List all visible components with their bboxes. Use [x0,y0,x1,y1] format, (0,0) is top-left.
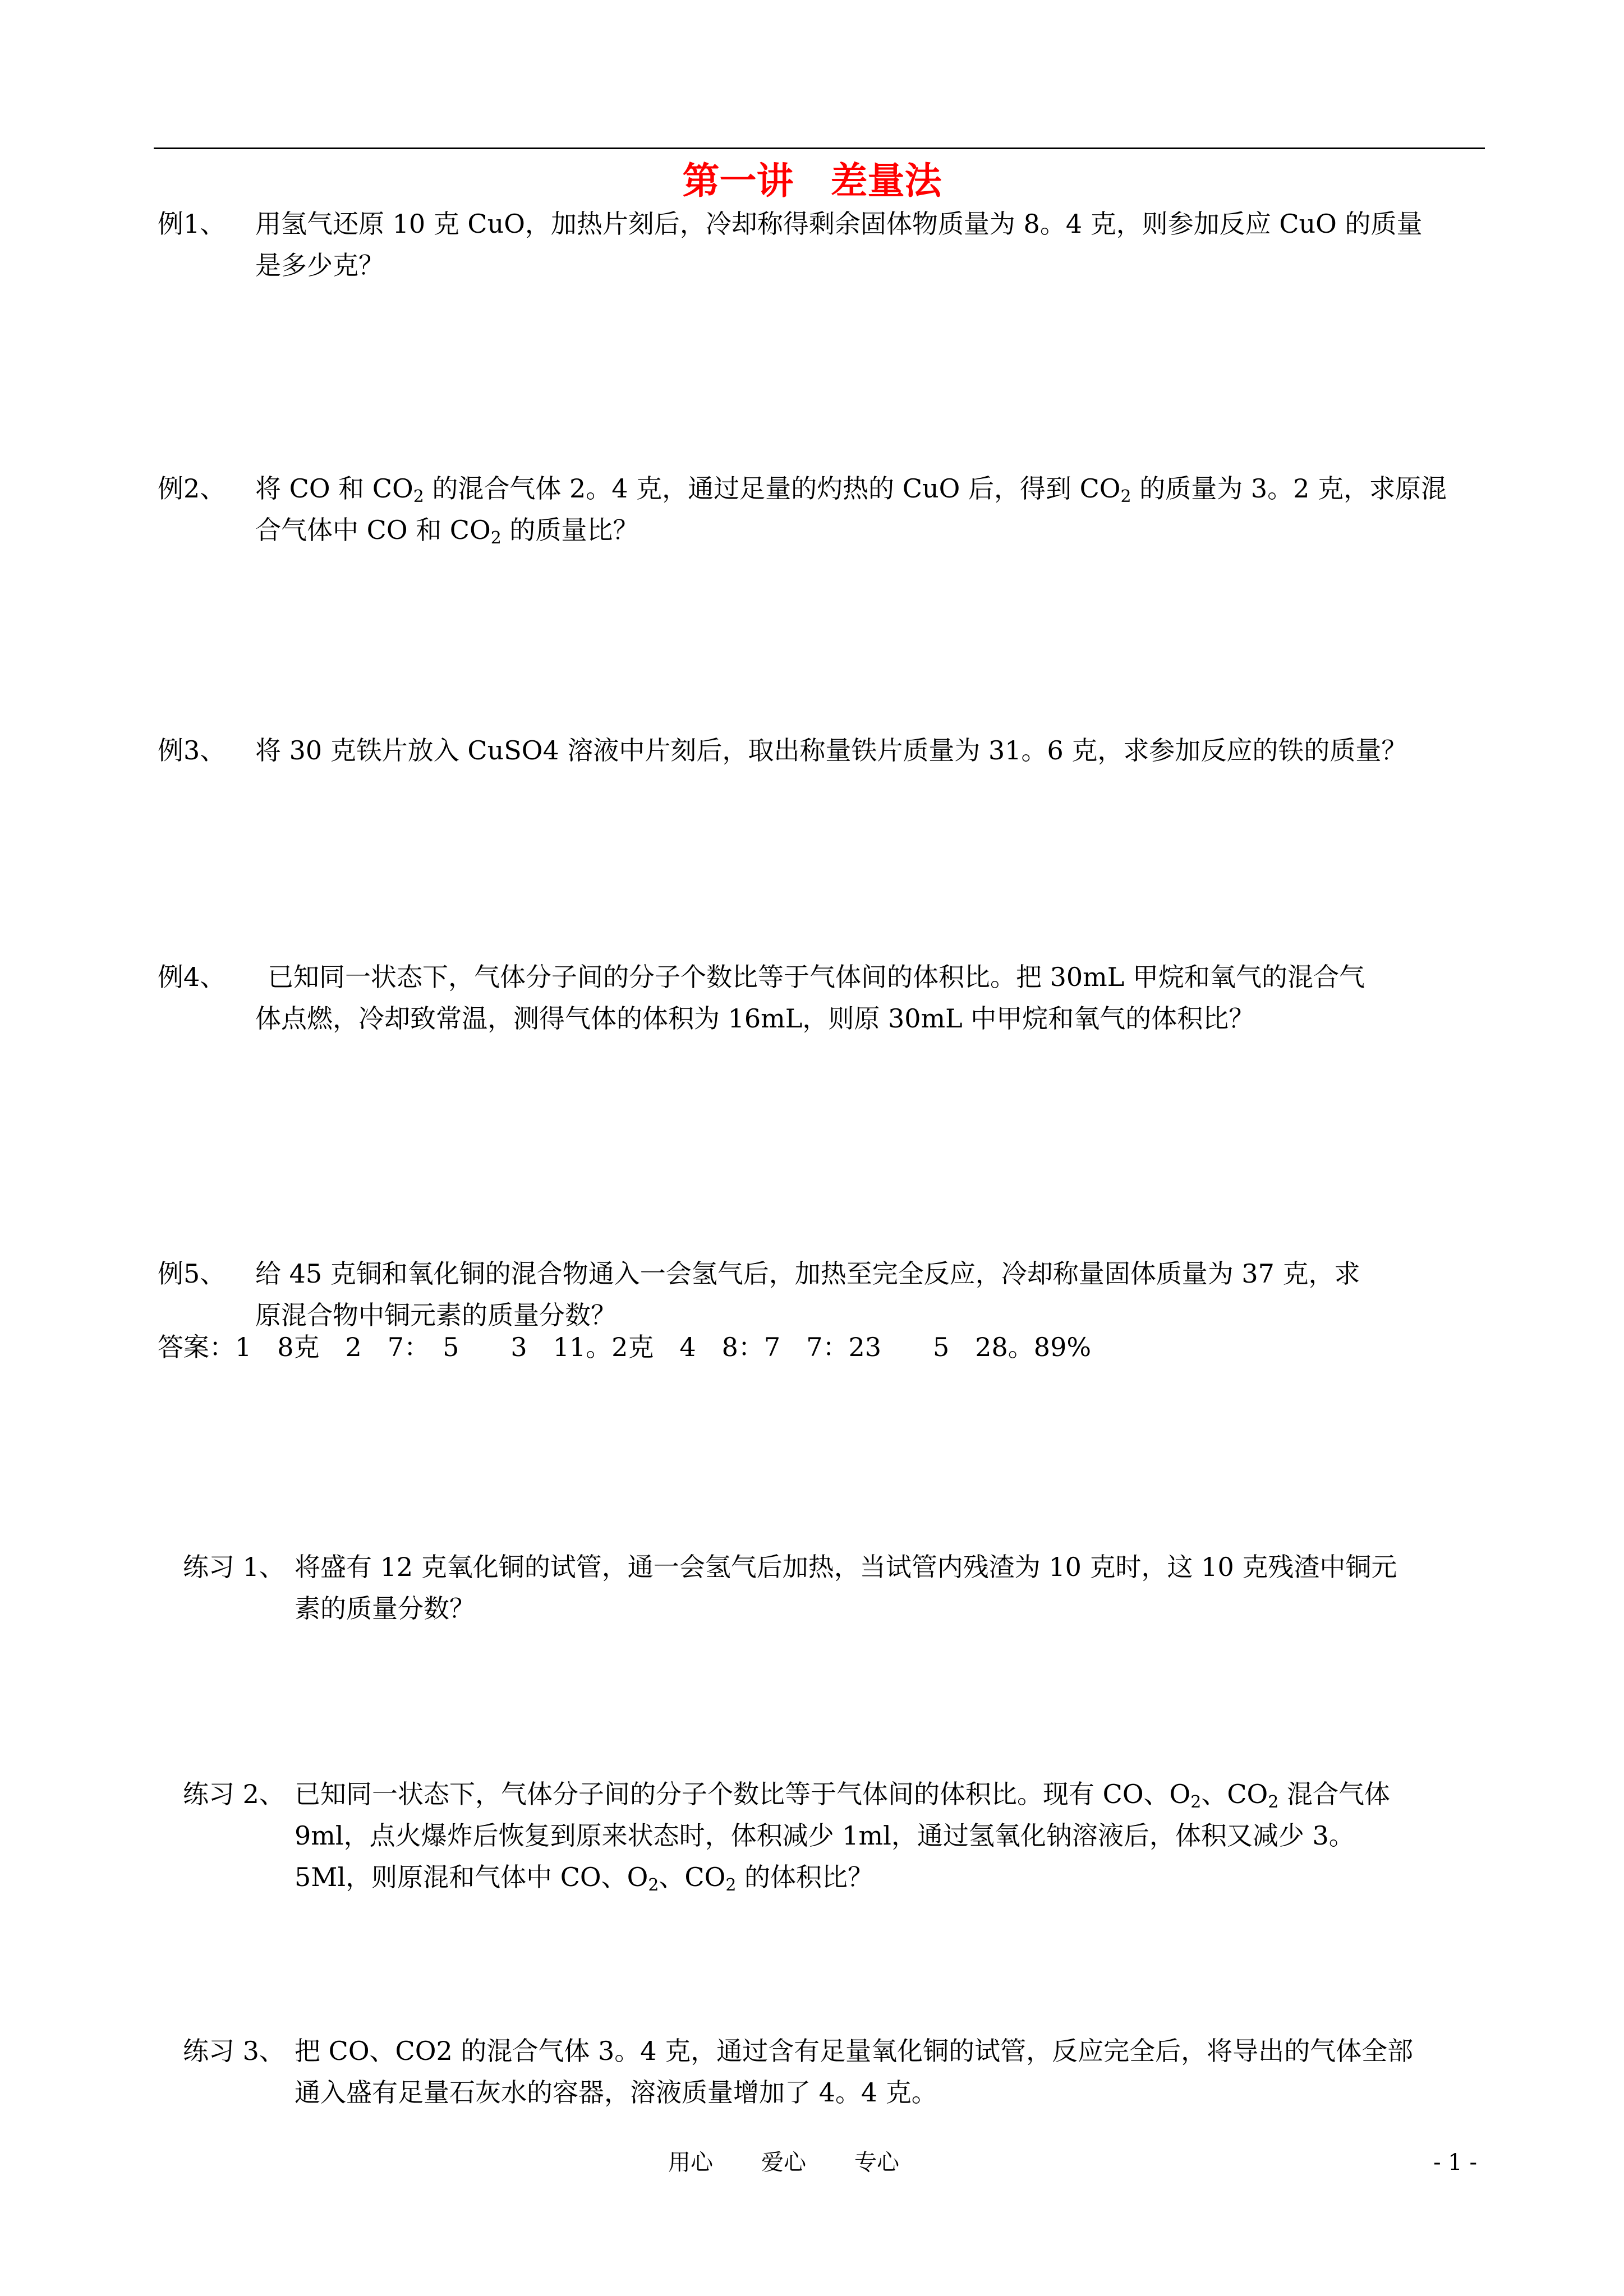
subscript: 2 [1120,487,1131,506]
exercise-label: 练习 3、 [183,2036,285,2066]
text-run: 的混合气体 2。4 克，通过足量的灼热的 CuO 后，得到 CO [424,473,1121,504]
text-run: 的质量比？ [501,515,639,545]
subscript: 2 [1268,1792,1279,1812]
exercise-text-line: 将盛有 12 克氧化铜的试管，通一会氢气后加热，当试管内残渣为 10 克时，这 10 克残渣中铜元 [295,1552,1397,1582]
example-text-line: 原混合物中铜元素的质量分数？ [255,1300,617,1330]
subscript: 2 [413,487,424,506]
text-run: 的体积比？ [736,1862,874,1892]
exercise-text-line: 9ml，点火爆炸后恢复到原来状态时，体积减少 1ml，通过氢氧化钠溶液后，体积又减少 3。 [295,1820,1355,1851]
example-text-line: 是多少克？ [255,250,384,280]
footer-word: 专心 [854,2150,899,2175]
answer-key: 答案：1 8克 2 7： 5 3 11。2克 4 8：7 7：23 5 28。89% [158,1332,1092,1362]
text-run: 已知同一状态下，气体分子间的分子个数比等于气体间的体积比。现有 CO、O [295,1779,1191,1809]
header-rule [154,147,1485,149]
page-number: - 1 - [1433,2150,1477,2175]
text-run: 混合气体 [1278,1779,1390,1809]
exercise-text-line: 素的质量分数？ [295,1593,475,1624]
example-text-line: 将 30 克铁片放入 CuSO4 溶液中片刻后，取出称量铁片质量为 31。6 克，求参加反应的铁的质量？ [255,735,1407,766]
exercise-text-line [295,1856,1390,1898]
example-text-line [255,468,1447,509]
example-label: 例1、 [158,209,226,239]
subscript: 2 [725,1875,737,1895]
example-text-line: 用氢气还原 10 克 CuO，加热片刻后，冷却称得剩余固体物质量为 8。4 克，则参加反应 CuO 的质量 [255,209,1423,239]
footer-word: 用心 [668,2150,713,2175]
example-text-line: 已知同一状态下，气体分子间的分子个数比等于气体间的体积比。把 30mL 甲烷和氧气的混合气 [268,962,1365,992]
exercise-text-line [295,1773,1390,1815]
example-text-line: 给 45 克铜和氧化铜的混合物通入一会氢气后，加热至完全反应，冷却称量固体质量为 37 克，求 [255,1258,1360,1289]
subscript: 2 [490,528,502,548]
text-run: 的质量为 3。2 克，求原混 [1131,473,1447,504]
subscript: 2 [648,1875,659,1895]
exercise-text-line: 把 CO、CO2 的混合气体 3。4 克，通过含有足量氧化铜的试管，反应完全后，将导出的气体全部 [295,2036,1414,2066]
text-run: 5Ml，则原混和气体中 CO、O [295,1862,648,1892]
example-text-line [255,509,1447,551]
exercise-text-line: 通入盛有足量石灰水的容器，溶液质量增加了 4。4 克。 [295,2077,937,2108]
text-run: 将 CO 和 CO [255,473,413,504]
example-label: 例4、 [158,962,226,992]
example-label: 例3、 [158,735,226,766]
text-run: 、CO [659,1862,726,1892]
example-text-line: 体点燃，冷却致常温，测得气体的体积为 16mL，则原 30mL 中甲烷和氧气的体积比？ [255,1003,1255,1034]
subscript: 2 [1190,1792,1202,1812]
exercise-label: 练习 2、 [183,1779,285,1809]
example-label: 例2、 [158,473,226,504]
footer-word: 爱心 [761,2150,806,2175]
example-label: 例5、 [158,1258,226,1289]
text-run: 合气体中 CO 和 CO [255,515,491,545]
page-title: 第一讲 差量法 [682,159,942,202]
footer-slogan [668,2147,947,2178]
text-run: 、CO [1201,1779,1268,1809]
exercise-label: 练习 1、 [183,1552,285,1582]
